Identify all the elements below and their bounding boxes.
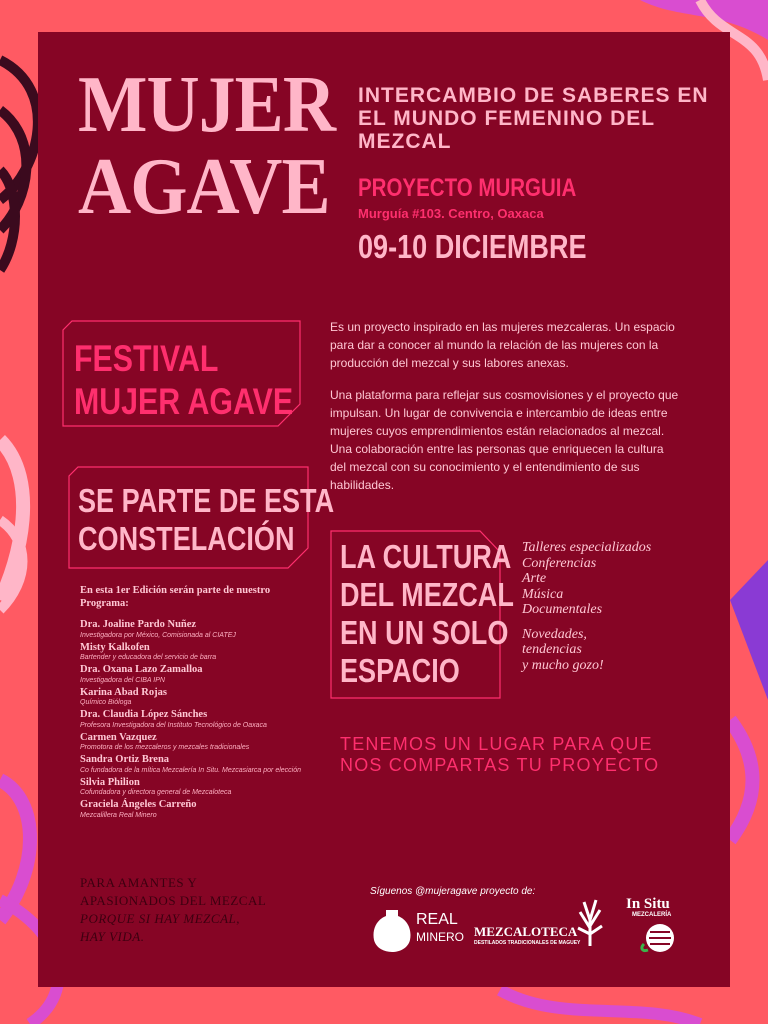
extras-item: y mucho gozo!	[522, 657, 604, 673]
speaker-role: Co fundadora de la mítica Mezcalería In Situ. Mezcasiarca por elección	[80, 766, 301, 774]
speaker-role: Profesora Investigadora del Instituto Tecnológico de Oaxaca	[80, 721, 267, 729]
mezcaloteca-subtext: DESTILADOS TRADICIONALES DE MAGUEY	[474, 940, 581, 946]
constelacion-line-1: SE PARTE DE ESTA	[78, 482, 335, 519]
speaker-name: Misty Kalkofen	[80, 641, 150, 653]
cultura-line-1: LA CULTURA	[340, 538, 512, 575]
cultura-line-4: ESPACIO	[340, 651, 460, 689]
venue-address: Murguía #103. Centro, Oaxaca	[358, 206, 544, 221]
venue-name: PROYECTO MURGUIA	[358, 174, 577, 202]
constelacion-line-2: CONSTELACIÓN	[78, 519, 295, 557]
poster-title	[78, 61, 336, 231]
event-subtitle: INTERCAMBIO DE SABERES EN EL MUNDO FEMENINO DEL MEZCAL	[358, 84, 709, 153]
speaker-name: Dra. Oxana Lazo Zamalloa	[80, 664, 203, 675]
footer-quote	[80, 874, 320, 946]
speaker-name: Karina Abad Rojas	[80, 686, 167, 698]
description-paragraph-2: Una plataforma para reflejar sus cosmovisiones y el proyecto que impulsan. Un lugar de convivencia e intercambio de ideas entre mujeres cuyos emprendimientos están relacionados al mezcal. Una colaboración entre las personas que enriquecen la cultura del mezcal con su conocimiento y el entendimiento de sus habilidades.	[330, 388, 679, 492]
real-minero-text-1: REAL	[416, 911, 458, 928]
speaker-name: Silvia Philion	[80, 776, 140, 788]
activity-item: Conferencias	[522, 555, 597, 571]
in-situ-subtext: MEZCALERÍA	[632, 912, 672, 918]
festival-line-2: MUJER AGAVE	[74, 380, 294, 422]
speaker-item	[80, 619, 320, 640]
speaker-name: Sandra Ortiz Brena	[80, 754, 170, 765]
mezcaloteca-text: MEZCALOTECA	[474, 924, 578, 939]
program-intro: En esta 1er Edición serán parte de nuestro Programa:	[80, 585, 271, 609]
speaker-role: Investigadora del CIBA IPN	[80, 676, 165, 684]
speakers-list	[80, 619, 320, 822]
in-situ-text: In Situ	[626, 896, 670, 912]
activity-item: Documentales	[522, 602, 603, 617]
cultura-heading	[340, 538, 514, 690]
activity-item: Música	[522, 586, 564, 602]
in-situ-logo	[626, 896, 686, 956]
poster-panel	[38, 32, 730, 987]
speaker-name: Graciela Ángeles Carreño	[80, 799, 197, 810]
speaker-role: Químico Bióloga	[80, 699, 132, 706]
cultura-line-2: DEL MEZCAL	[340, 575, 514, 613]
speaker-item	[80, 709, 320, 730]
jar-icon	[372, 908, 412, 952]
agave-plant-icon	[576, 898, 604, 946]
title-line-2: AGAVE	[78, 143, 330, 231]
speaker-name: Dra. Claudia López Sánches	[80, 709, 208, 720]
social-follow-text: Síguenos @mujeragave proyecto de:	[370, 886, 536, 897]
speaker-role: Promotora de los mezcaleros y mezcales tradicionales	[80, 744, 250, 751]
speaker-name: Dra. Joaline Pardo Nuñez	[80, 619, 197, 630]
speaker-item	[80, 642, 320, 663]
real-minero-text-2: MINERO	[416, 930, 464, 944]
speaker-item	[80, 777, 320, 798]
real-minero-logo	[372, 908, 464, 956]
speaker-item	[80, 754, 320, 775]
mezcaloteca-logo	[474, 898, 608, 952]
extras-item: Novedades,	[522, 626, 587, 642]
project-description	[330, 318, 680, 508]
speaker-item	[80, 732, 320, 753]
speaker-role: Cofundadora y directora general de Mezcaloteca	[80, 789, 232, 796]
festival-heading	[74, 338, 293, 423]
speaker-name: Carmen Vazquez	[80, 731, 157, 743]
footer-line-2: APASIONADOS DEL MEZCAL	[80, 893, 267, 908]
footer-line-1: PARA AMANTES Y	[80, 875, 198, 890]
speaker-item	[80, 799, 320, 820]
speaker-role: Bartender y educadora del servicio de barra	[80, 654, 217, 661]
title-line-1: MUJER	[78, 61, 336, 149]
speaker-role: Investigadora por México, Comisionada al CIATEJ	[80, 631, 236, 639]
extras-item: tendencias	[522, 642, 582, 657]
event-dates: 09-10 DICIEMBRE	[358, 228, 587, 265]
festival-line-1: FESTIVAL	[74, 338, 219, 379]
activity-item: Talleres especializados	[522, 540, 652, 555]
cultura-line-3: EN UN SOLO	[340, 613, 509, 651]
mascot-icon	[640, 920, 680, 954]
constelacion-heading	[78, 482, 334, 558]
speaker-item	[80, 664, 320, 685]
footer-line-4: HAY VIDA.	[80, 929, 145, 944]
footer-line-3: PORQUE SI HAY MEZCAL,	[80, 911, 240, 926]
call-to-action: TENEMOS UN LUGAR PARA QUE NOS COMPARTAS TU PROYECTO	[340, 734, 660, 775]
activities-list	[522, 540, 651, 673]
speaker-item	[80, 687, 320, 708]
activity-item: Arte	[522, 571, 547, 586]
speaker-role: Mezcalillera Real Minero	[80, 811, 157, 819]
description-paragraph-1: Es un proyecto inspirado en las mujeres mezcaleras. Un espacio para dar a conocer al mundo la relación de las mujeres con la producción del mezcal y sus labores anexas.	[330, 320, 675, 370]
